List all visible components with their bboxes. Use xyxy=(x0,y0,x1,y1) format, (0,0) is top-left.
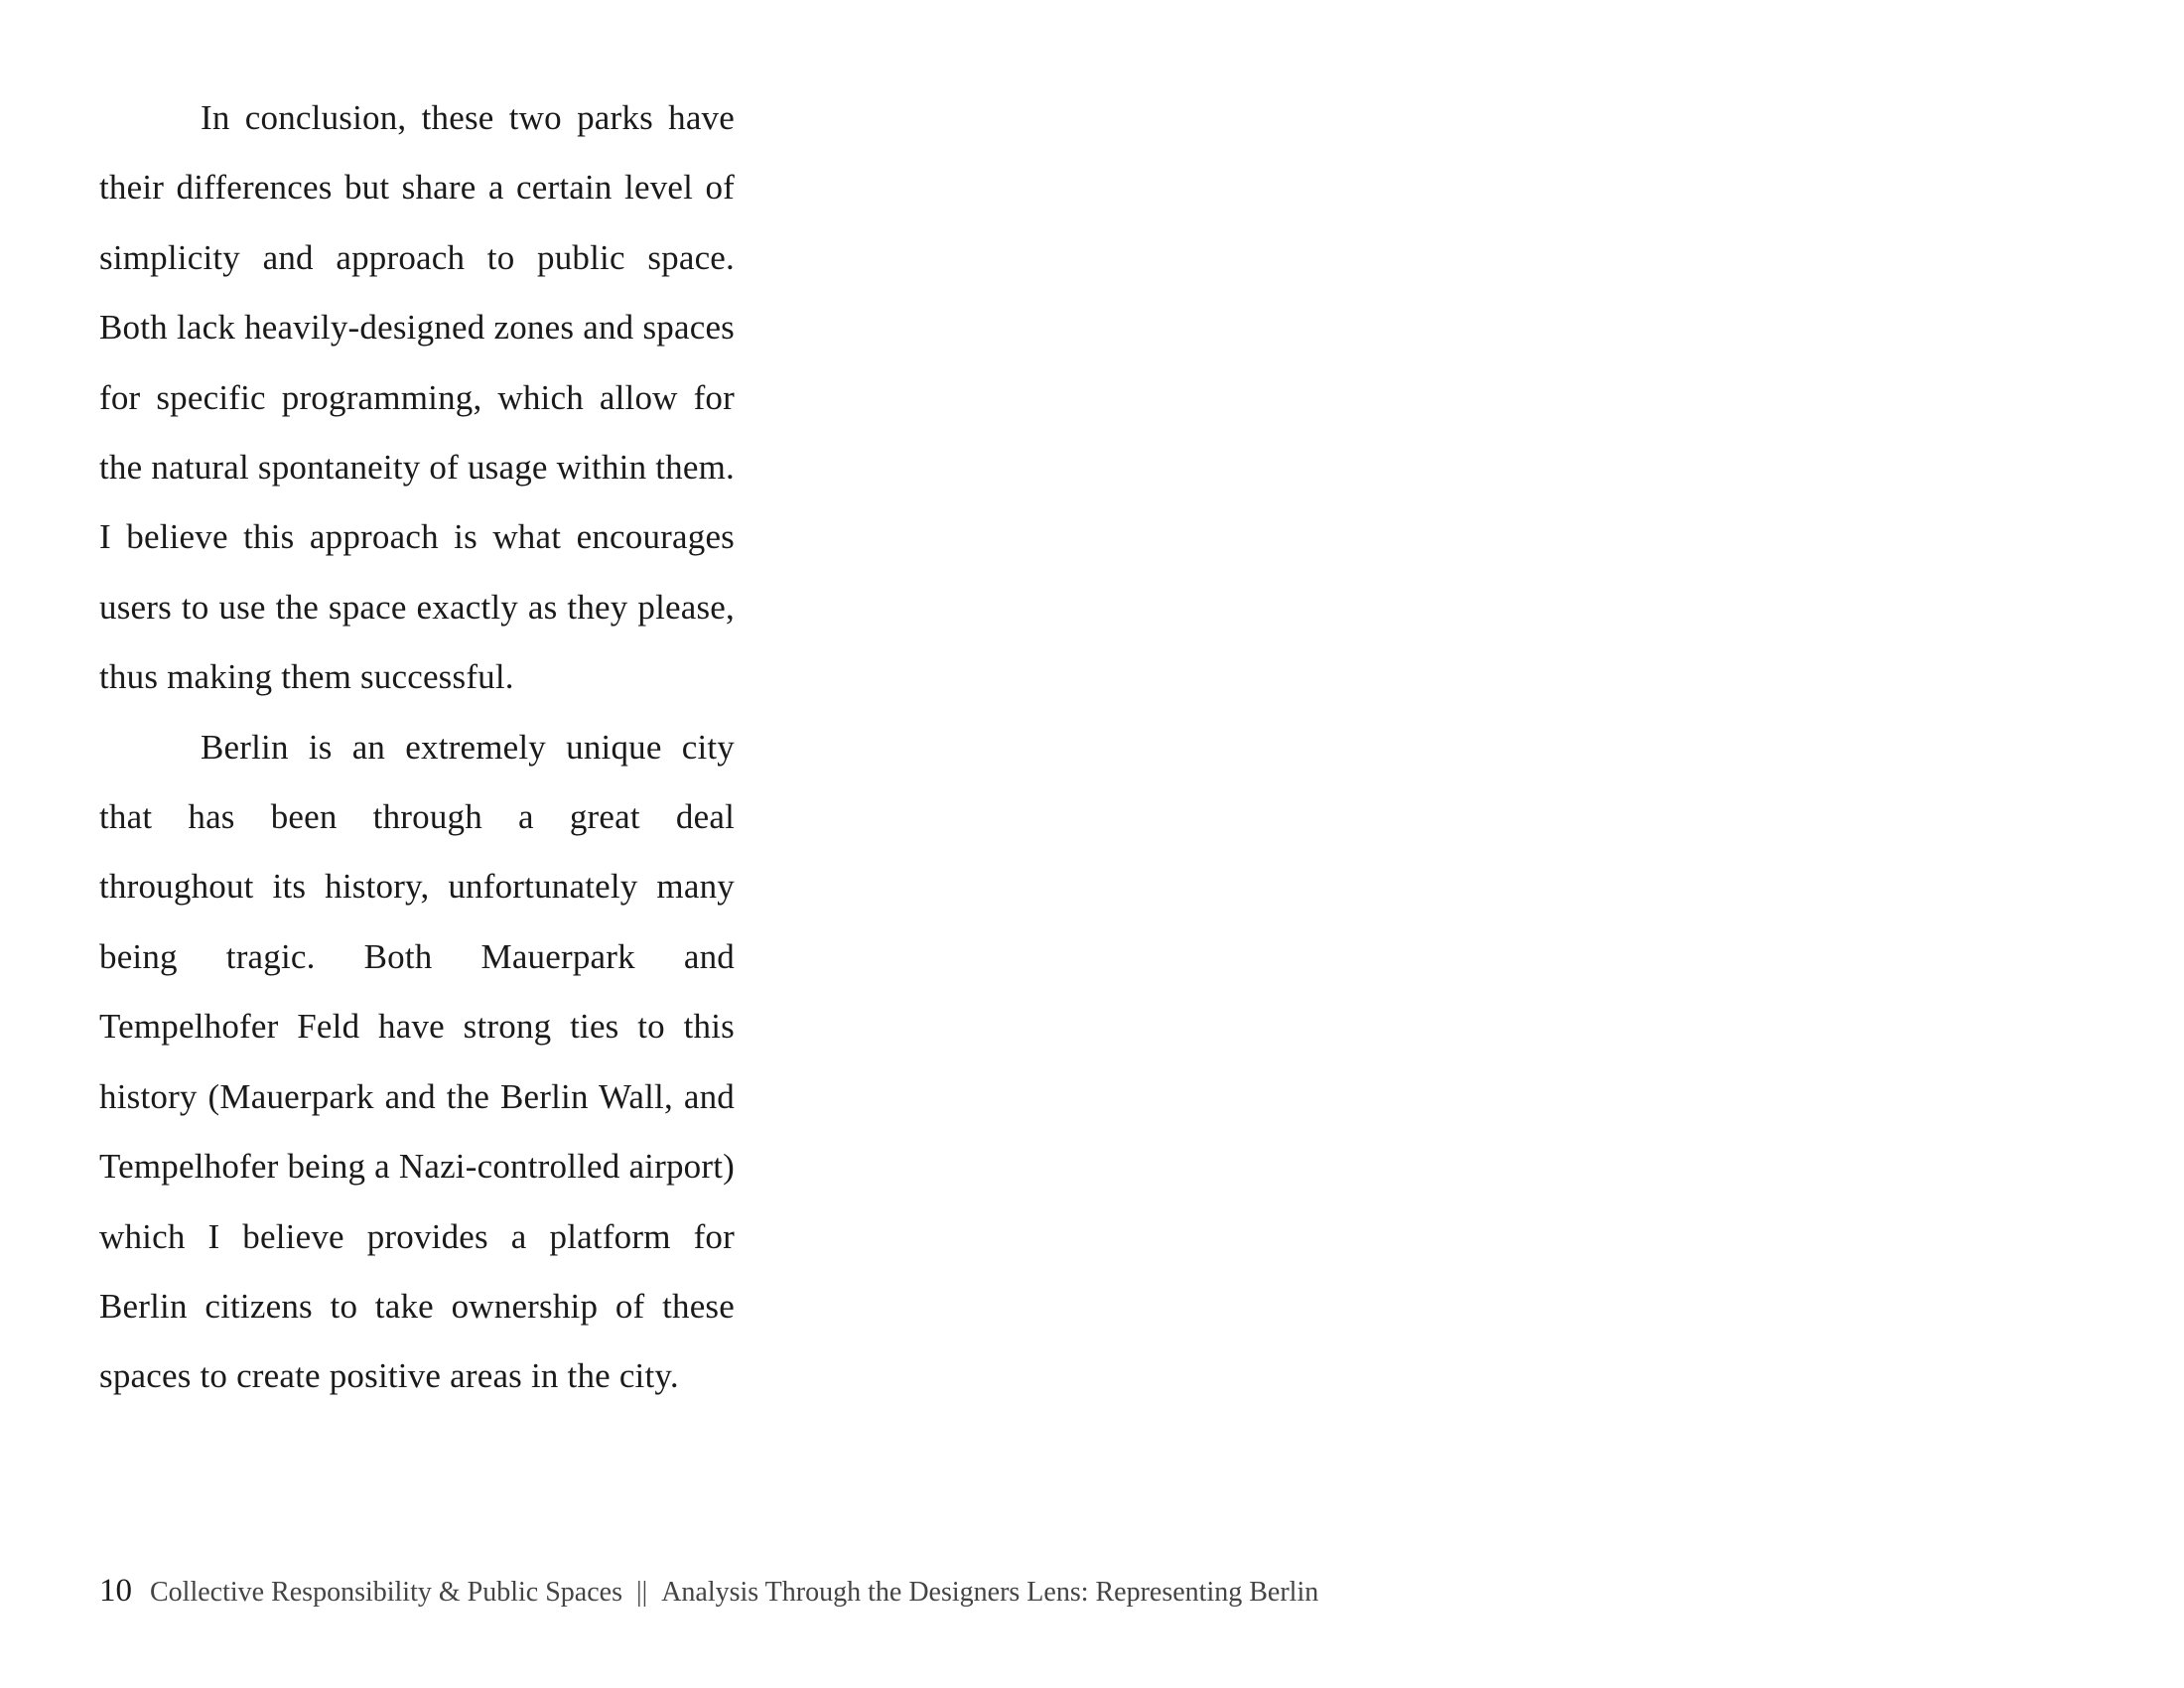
running-subtitle: Analysis Through the Designers Lens: Representing Berlin xyxy=(661,1577,1319,1608)
paragraph-berlin: Berlin is an extremely unique city that has been through a great deal throughout its history, unfortunately many being tragic. Both Mauerpark and Tempelhofer Feld have strong ties to this history (Mauerpark and the Berlin Wall, and Tempelhofer being a Nazi-controlled airport) which I believe provides a platform for Berlin citizens to take ownership of these spaces to create positive areas in the city. xyxy=(99,727,735,1396)
page-number: 10 xyxy=(99,1573,132,1609)
running-title: Collective Responsibility & Public Spaces xyxy=(150,1577,622,1608)
page-footer xyxy=(99,1573,1318,1610)
body-text xyxy=(99,83,735,1412)
paragraph-conclusion: In conclusion, these two parks have their differences but share a certain level of simplicity and approach to public space. Both lack heavily-designed zones and spaces for specific programming, which allow for the natural spontaneity of usage within them. I believe this approach is what encourages users to use the space exactly as they please, thus making them successful. xyxy=(99,98,735,697)
footer-separator: || xyxy=(635,1577,648,1608)
